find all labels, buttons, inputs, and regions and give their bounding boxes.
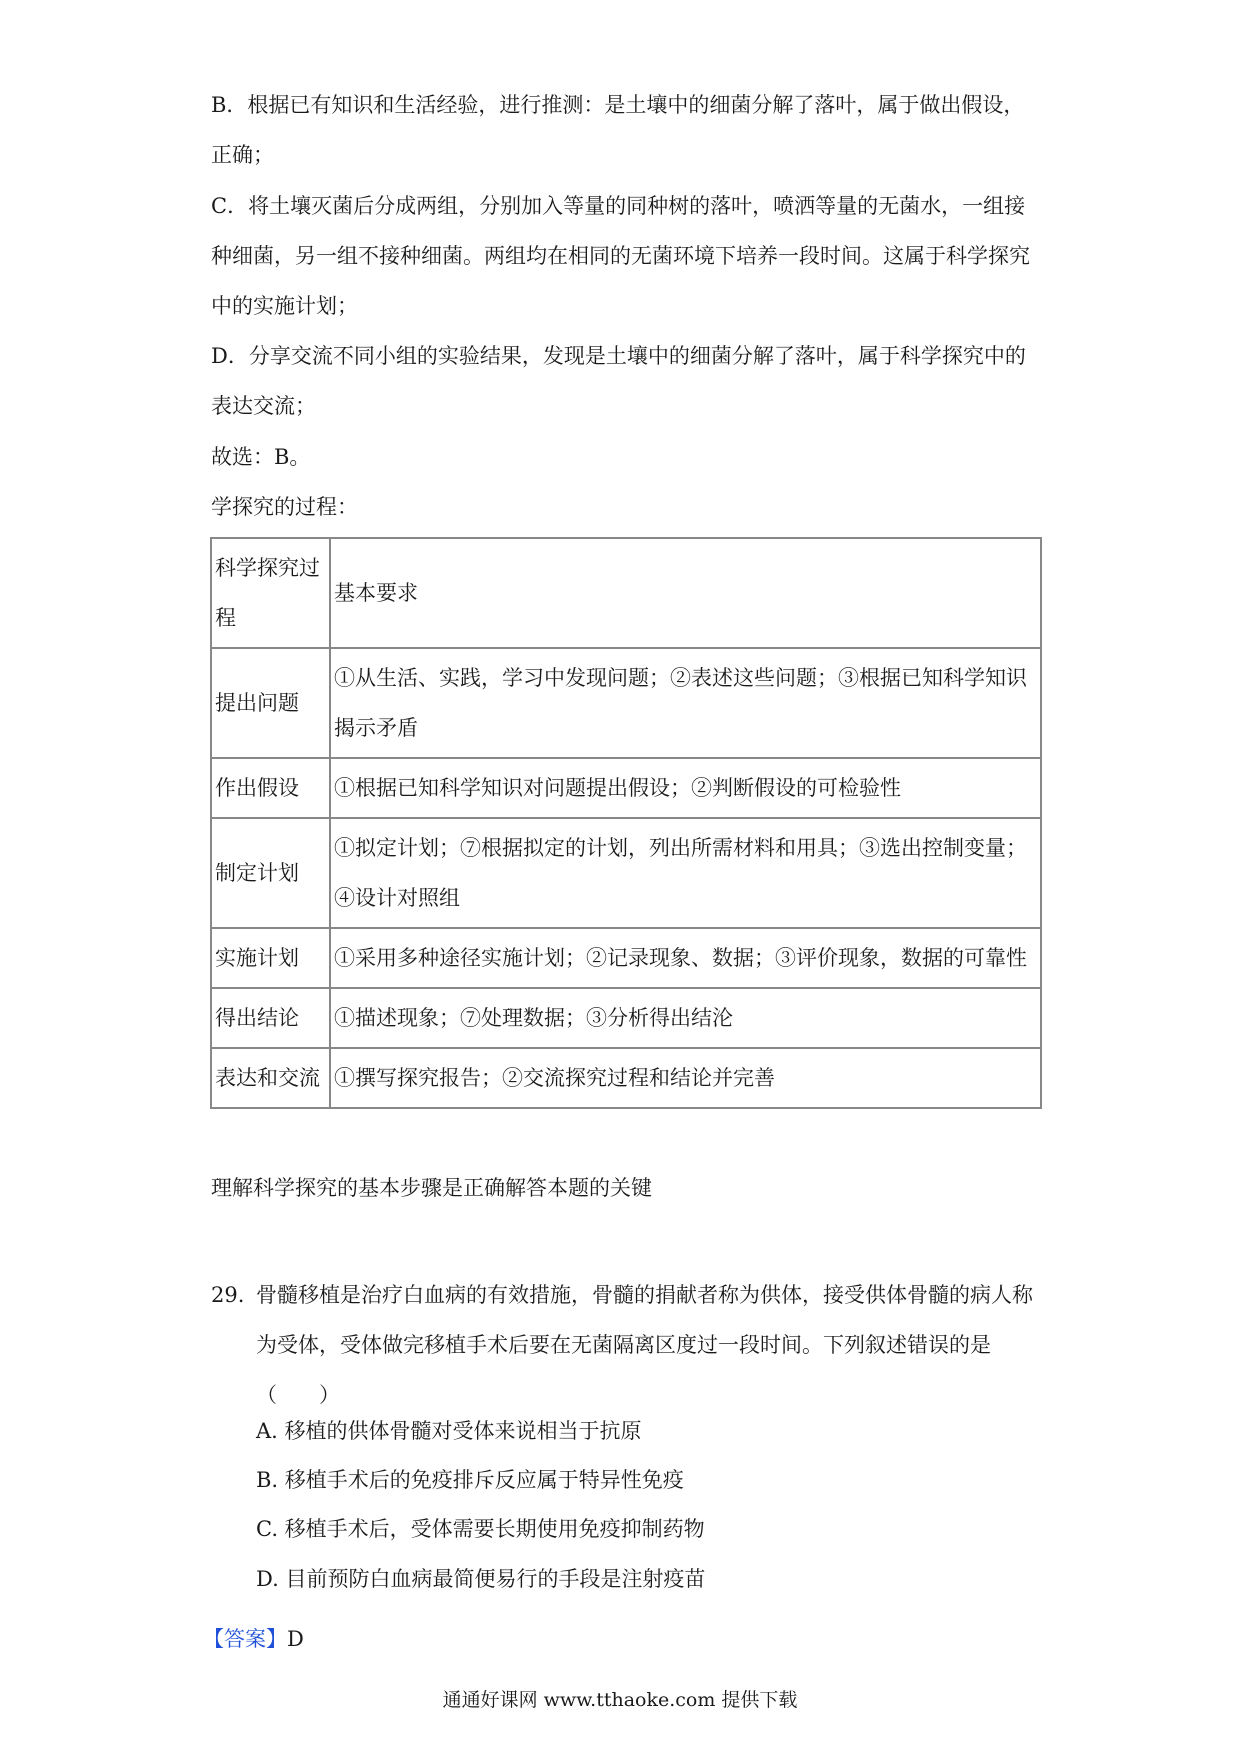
option-a: A. 移植的供体骨髓对受体来说相当于抗原 [256, 1419, 642, 1443]
option-c: C. 移植手术后，受体需要长期使用免疫抑制药物 [256, 1517, 705, 1541]
table-cell-requirement: ①拟定计划；⑦根据拟定的计划，列出所需材料和用具；③选出控制变量；④设计对照组 [330, 818, 1041, 928]
table-row [211, 928, 1041, 988]
table-cell-stage: 作出假设 [211, 758, 330, 818]
table-row [211, 758, 1041, 818]
question-stem: 骨髓移植是治疗白血病的有效措施，骨髓的捐献者称为供体，接受供体骨髓的病人称为受体，受体做完移植手术后要在无菌隔离区度过一段时间。下列叙述错误的是（ ） [256, 1283, 1033, 1407]
answer-choice: 故选：B。 [211, 445, 311, 469]
answer-value: D [287, 1627, 304, 1651]
table-cell-stage: 提出问题 [211, 648, 330, 758]
option-d-explanation: D．分享交流不同小组的实验结果，发现是土壤中的细菌分解了落叶，属于科学探究中的表达交流； [211, 344, 1026, 418]
table-cell-stage: 制定计划 [211, 818, 330, 928]
table-header-cell: 科学探究过程 [211, 538, 330, 648]
table-intro: 学探究的过程： [211, 495, 358, 519]
option-c-explanation: C．将土壤灭菌后分成两组，分别加入等量的同种树的落叶，喷洒等量的无菌水，一组接种细菌，另一组不接种细菌。两组均在相同的无菌环境下培养一段时间。这属于科学探究中的实施计划； [211, 194, 1030, 318]
table-row [211, 648, 1041, 758]
table-header-row [211, 538, 1041, 648]
footer-source: 通通好课网 www.tthaoke.com 提供下载 [442, 1689, 798, 1711]
table-cell-requirement: ①从生活、实践，学习中发现问题；②表述这些问题；③根据已知科学知识揭示矛盾 [330, 648, 1041, 758]
table-cell-requirement: ①描述现象；⑦处理数据；③分析得出结沦 [330, 988, 1041, 1048]
answer-tag: 【答案】 [203, 1627, 287, 1651]
table-header-cell: 基本要求 [330, 538, 1041, 648]
table-row [211, 818, 1041, 928]
table-row [211, 1048, 1041, 1108]
table-cell-requirement: ①采用多种途径实施计划；②记录现象、数据；③评价现象，数据的可靠性 [330, 928, 1041, 988]
table-row [211, 988, 1041, 1048]
science-inquiry-table [210, 537, 1042, 1109]
table-cell-stage: 表达和交流 [211, 1048, 330, 1108]
table-cell-requirement: ①撰写探究报告；②交流探究过程和结论并完善 [330, 1048, 1041, 1108]
option-b-explanation: B．根据已有知识和生活经验，进行推测：是土壤中的细菌分解了落叶，属于做出假设，正确； [211, 93, 1025, 167]
table-cell-requirement: ①根据已知科学知识对问题提出假设；②判断假设的可检验性 [330, 758, 1041, 818]
key-point: 理解科学探究的基本步骤是正确解答本题的关键 [211, 1176, 652, 1200]
table-cell-stage: 实施计划 [211, 928, 330, 988]
question-number: 29. [211, 1283, 245, 1307]
answer-line [203, 1614, 304, 1664]
table-cell-stage: 得出结论 [211, 988, 330, 1048]
option-d: D. 目前预防白血病最简便易行的手段是注射疫苗 [256, 1567, 706, 1591]
option-b: B. 移植手术后的免疫排斥反应属于特异性免疫 [256, 1468, 684, 1492]
